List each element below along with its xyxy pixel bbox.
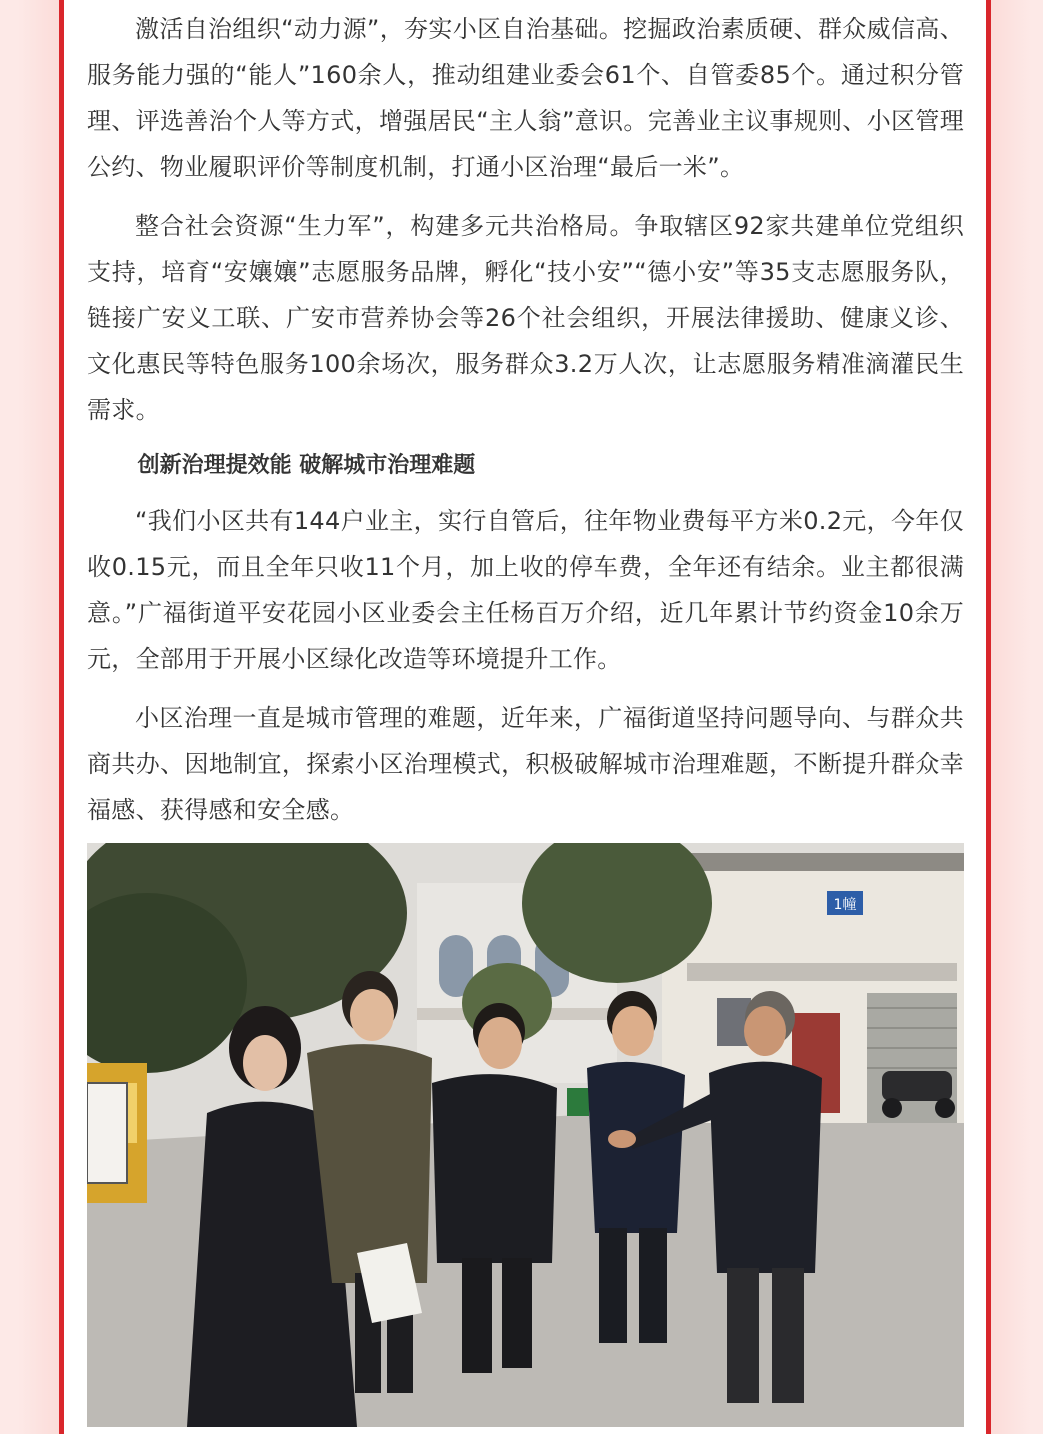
right-margin-decoration xyxy=(991,0,1031,1434)
photo-illustration xyxy=(87,843,964,1427)
building-number-text: 1幢 xyxy=(833,897,857,913)
article-body xyxy=(87,6,964,846)
paragraph-self-governance: 激活自治组织“动力源”，夯实小区自治基础。挖掘政治素质硬、群众威信高、服务能力强的“能人”160余人，推动组建业委会61个、自管委85个。通过积分管理、评选善治个人等方式，增强居民“主人翁”意识。完善业主议事规则、小区管理公约、物业履职评价等制度机制，打通小区治理“最后一米”。 xyxy=(87,15,964,181)
paragraph-summary: 小区治理一直是城市管理的难题，近年来，广福街道坚持问题导向、与群众共商共办、因地制宜，探索小区治理模式，积极破解城市治理难题，不断提升群众幸福感、获得感和安全感。 xyxy=(87,704,964,824)
left-margin-decoration xyxy=(18,0,59,1434)
article-photo xyxy=(87,843,964,1427)
paragraph-quote: “我们小区共有144户业主，实行自管后，往年物业费每平方米0.2元，今年仅收0.15元，而且全年只收11个月，加上收的停车费，全年还有结余。业主都很满意。”广福街道平安花园小区业委会主任杨百万介绍，近几年累计节约资金10余万元，全部用于开展小区绿化改造等环境提升工作。 xyxy=(87,507,964,673)
section-heading: 创新治理提效能 破解城市治理难题 xyxy=(137,453,476,478)
paragraph-social-resources: 整合社会资源“生力军”，构建多元共治格局。争取辖区92家共建单位党组织支持，培育“安孃孃”志愿服务品牌，孵化“技小安”“德小安”等35支志愿服务队，链接广安义工联、广安市营养协会等26个社会组织，开展法律援助、健康义诊、文化惠民等特色服务100余场次，服务群众3.2万人次，让志愿服务精准滴灌民生需求。 xyxy=(87,212,964,424)
